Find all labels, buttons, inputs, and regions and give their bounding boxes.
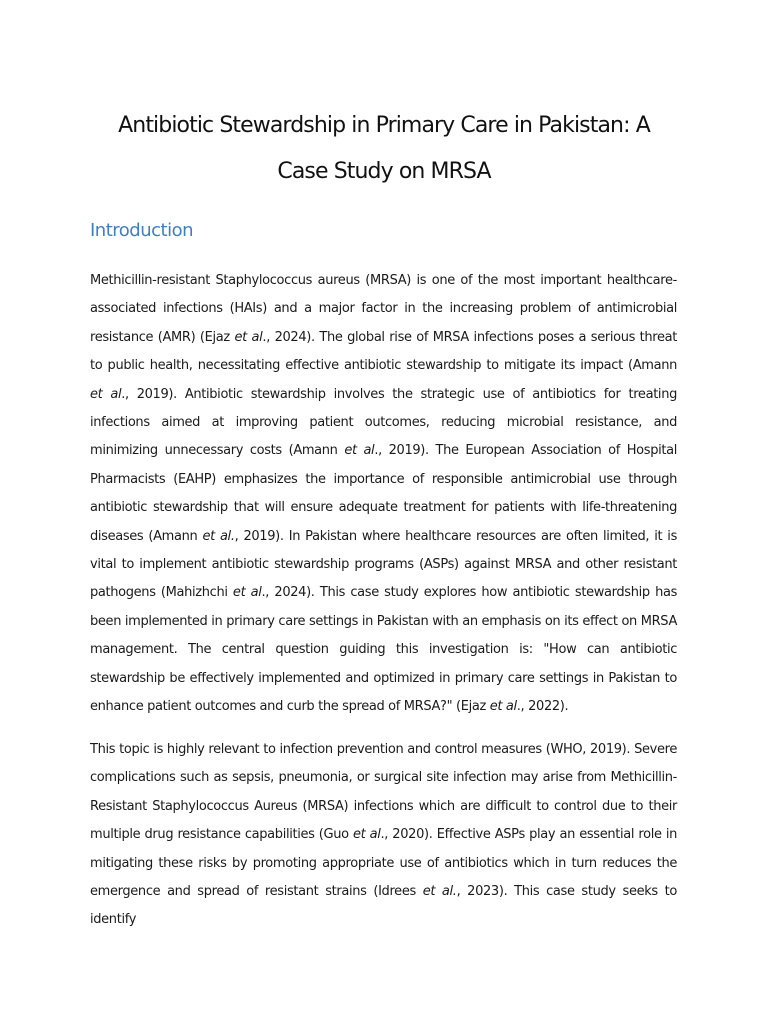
- body-paragraph: [90, 267, 677, 722]
- citation-et-al: et al: [489, 699, 517, 715]
- paragraph-text-run: ., 2019). Antibiotic stewardship involves the strategic use of antibiotics for treating infections aimed at improving patient outcomes, reducing microbial resistance, and minimizing unnecessary costs (Amann: [90, 386, 677, 459]
- paragraph-text-run: Methicillin-resistant Staphylococcus aureus (MRSA) is one of the most important healthcare-associated infections (HAIs) and a major factor in the increasing problem of antimicrobial resistance (AMR) (Ejaz: [90, 273, 677, 345]
- paragraph-text-run: This topic is highly relevant to infection prevention and control measures (WHO, 2019). Severe complications such as sepsis, pneumonia, or surgical site infection may arise from Methicillin-Resistant Staphylococcus Aureus (MRSA) infections which are difficult to control due to their multiple drug resistance capabilities (Guo: [90, 742, 677, 843]
- paragraph-text-run: ., 2019). The European Association of Hospital Pharmacists (EAHP) emphasizes the importance of responsible antimicrobial use through antibiotic stewardship that will ensure adequate treatment for patients with life-threatening diseases (Amann: [90, 443, 677, 544]
- citation-et-al: et al: [232, 585, 262, 601]
- citation-et-al: et al: [90, 386, 122, 402]
- citation-et-al: et al.: [202, 528, 235, 544]
- paragraph-text-run: ., 2024). This case study explores how antibiotic stewardship has been implemented in primary care settings in Pakistan with an emphasis on its effect on MRSA management. The central question guiding this investigation is: "How can antibiotic stewardship be effectively implemented and optimized in primary care settings in Pakistan to enhance patient outcomes and curb the spread of MRSA?" (Ejaz: [90, 585, 677, 715]
- citation-et-al: et al: [344, 443, 375, 459]
- citation-et-al: et al: [352, 827, 381, 843]
- section-heading-introduction: Introduction: [90, 220, 194, 241]
- citation-et-al: et al: [234, 329, 263, 345]
- citation-et-al: et al.: [422, 884, 457, 900]
- paragraph-text-run: , 2023). This case study seeks to identify: [90, 884, 678, 928]
- body-paragraph: [90, 736, 677, 935]
- paragraph-text-run: ., 2020). Effective ASPs play an essential role in mitigating these risks by promoting appropriate use of antibiotics which in turn reduces the emergence and spread of resistant strains (Idrees: [90, 827, 677, 900]
- document-title: Antibiotic Stewardship in Primary Care in Pakistan: A Case Study on MRSA: [118, 113, 650, 184]
- paragraph-text-run: ., 2022).: [516, 699, 569, 715]
- paragraph-text-run: ., 2024). The global rise of MRSA infections poses a serious threat to public health, necessitating effective antibiotic stewardship to mitigate its impact (Amann: [90, 329, 677, 374]
- paragraph-text-run: , 2019). In Pakistan where healthcare resources are often limited, it is vital to implement antibiotic stewardship programs (ASPs) against MRSA and other resistant pathogens (Mahizhchi: [90, 528, 677, 601]
